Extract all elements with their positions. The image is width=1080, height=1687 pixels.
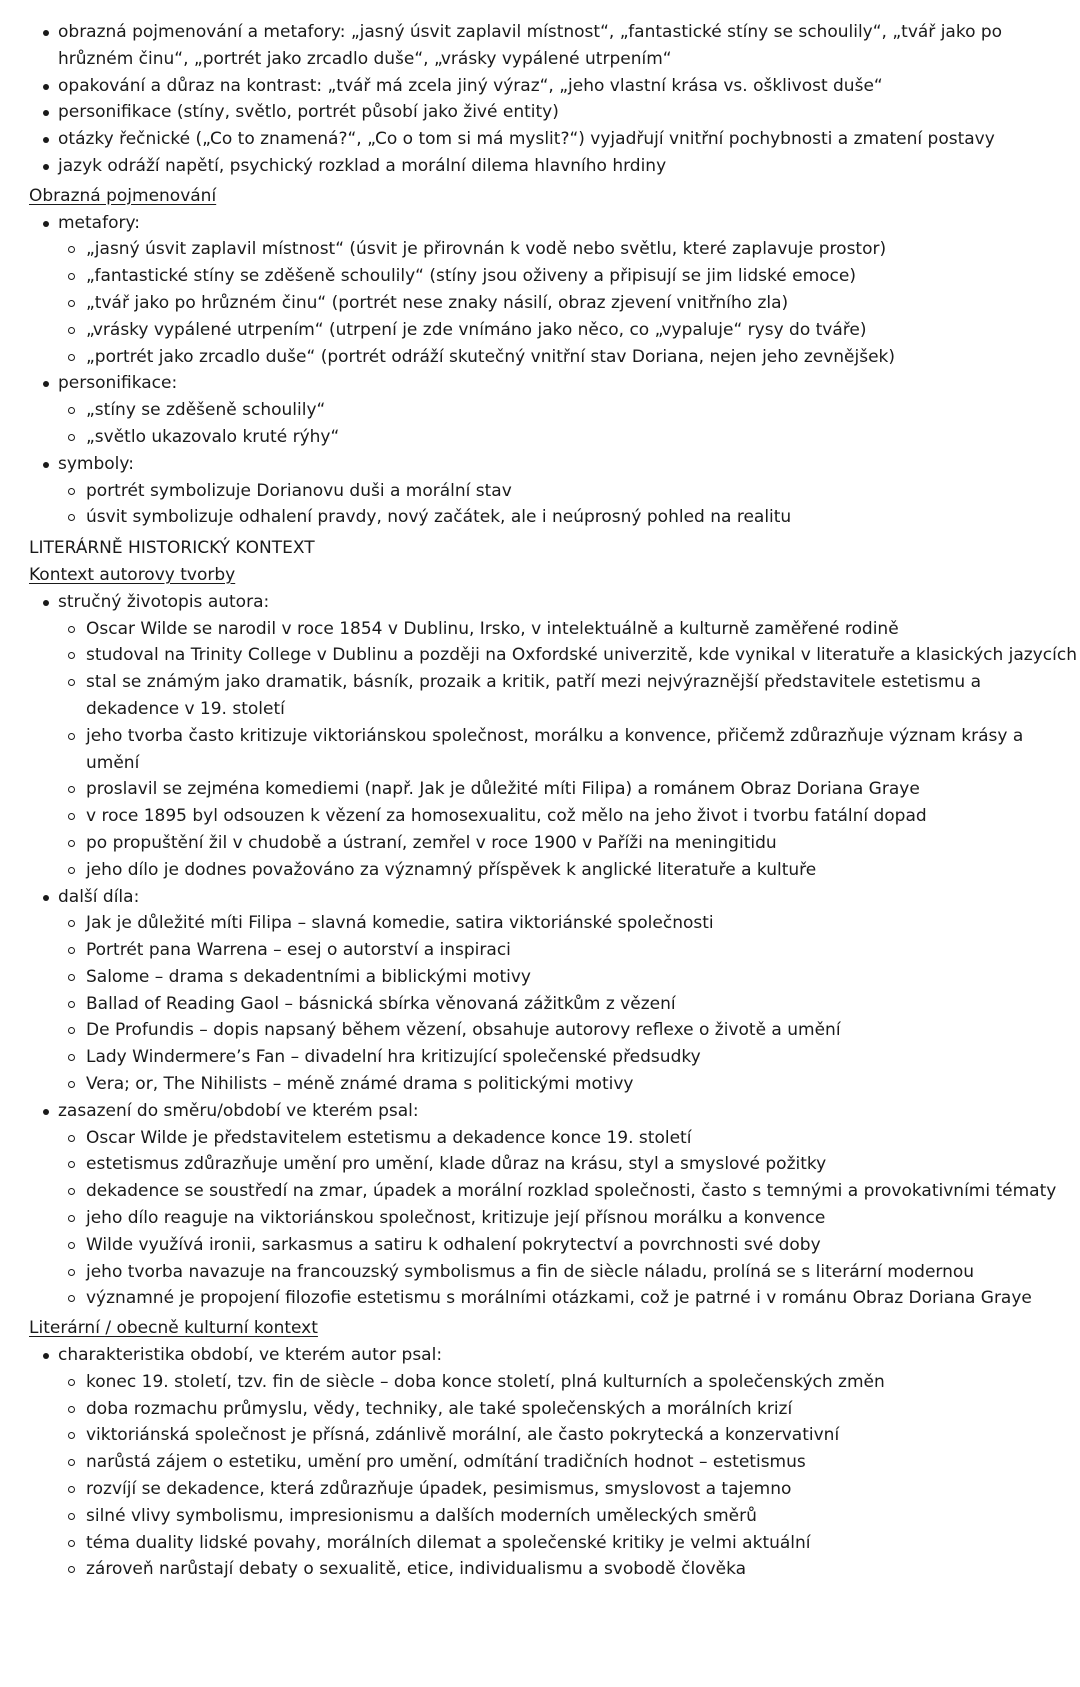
list-subitem: stal se známým jako dramatik, básník, prozaik a kritik, patří mezi nejvýraznější představitele estetismu a	[29, 669, 1064, 696]
list-subitem: silné vlivy symbolismu, impresionismu a dalších moderních uměleckých směrů	[29, 1503, 1064, 1530]
list-subitem: „vrásky vypálené utrpením“ (utrpení je zde vnímáno jako něco, co „vypaluje“ rysy do tváře)	[29, 317, 1064, 344]
list-subitem: jeho dílo je dodnes považováno za významný příspěvek k anglické literatuře a kultuře	[29, 857, 1064, 884]
list-item-personifikace: personifikace:	[29, 370, 1064, 397]
list-subitem: proslavil se zejména komediemi (např. Jak je důležité míti Filipa) a románem Obraz Doriana Graye	[29, 776, 1064, 803]
list-item: opakování a důraz na kontrast: „tvář má zcela jiný výraz“, „jeho vlastní krása vs. ošklivost duše“	[29, 73, 1064, 100]
list-subitem: jeho dílo reaguje na viktoriánskou společnost, kritizuje její přísnou morálku a konvence	[29, 1205, 1064, 1232]
section-heading-autor: Kontext autorovy tvorby	[29, 564, 236, 585]
list-subitem: Ballad of Reading Gaol – básnická sbírka věnovaná zážitkům z vězení	[29, 991, 1064, 1018]
list-item-smer: zasazení do směru/období ve kterém psal:	[29, 1098, 1064, 1125]
list-item: personifikace (stíny, světlo, portrét působí jako živé entity)	[29, 99, 1064, 126]
list-subitem: konec 19. století, tzv. fin de siècle – doba konce století, plná kulturních a společenských změn	[29, 1369, 1064, 1396]
list-subitem: jeho tvorba navazuje na francouzský symbolismus a fin de siècle náladu, prolíná se s literární modernou	[29, 1259, 1064, 1286]
list-subitem: De Profundis – dopis napsaný během vězení, obsahuje autorovy reflexe o životě a umění	[29, 1017, 1064, 1044]
section-title-lhk: LITERÁRNĚ HISTORICKÝ KONTEXT	[29, 538, 315, 559]
list-subitem: Oscar Wilde je představitelem estetismu a dekadence konce 19. století	[29, 1125, 1064, 1152]
list-item-metafory: metafory:	[29, 210, 1064, 237]
list-subitem: Lady Windermere’s Fan – divadelní hra kritizující společenské předsudky	[29, 1044, 1064, 1071]
list-subitem: významné je propojení filozofie estetismu s morálními otázkami, což je patrné i v románu Obraz Doriana Graye	[29, 1285, 1064, 1312]
list-subitem-continuation: umění	[86, 752, 140, 773]
list-subitem: Portrét pana Warrena – esej o autorství a inspiraci	[29, 937, 1064, 964]
list-subitem: studoval na Trinity College v Dublinu a později na Oxfordské univerzitě, kde vynikal v literatuře a klasických jazycích	[29, 642, 1064, 669]
list-subitem: „jasný úsvit zaplavil místnost“ (úsvit je přirovnán k vodě nebo světlu, které zaplavuje prostor)	[29, 236, 1064, 263]
list-item-dila: další díla:	[29, 884, 1064, 911]
list-subitem: v roce 1895 byl odsouzen k vězení za homosexualitu, což mělo na jeho život i tvorbu fatální dopad	[29, 803, 1064, 830]
list-subitem: portrét symbolizuje Dorianovu duši a morální stav	[29, 478, 1064, 505]
list-subitem: Jak je důležité míti Filipa – slavná komedie, satira viktoriánské společnosti	[29, 910, 1064, 937]
list-subitem: viktoriánská společnost je přísná, zdánlivě morální, ale často pokrytecká a konzervativní	[29, 1422, 1064, 1449]
list-subitem: po propuštění žil v chudobě a ústraní, zemřel v roce 1900 v Paříži na meningitidu	[29, 830, 1064, 857]
list-item: otázky řečnické („Co to znamená?“, „Co o tom si má myslit?“) vyjadřují vnitřní pochybnosti a zmatení postavy	[29, 126, 1064, 153]
list-subitem: Vera; or, The Nihilists – méně známé drama s politickými motivy	[29, 1071, 1064, 1098]
list-item-symboly: symboly:	[29, 451, 1064, 478]
list-subitem: narůstá zájem o estetiku, umění pro umění, odmítání tradičních hodnot – estetismus	[29, 1449, 1064, 1476]
section-heading-kultura: Literární / obecně kulturní kontext	[29, 1318, 318, 1339]
list-subitem: doba rozmachu průmyslu, vědy, techniky, ale také společenských a morálních krizí	[29, 1396, 1064, 1423]
list-subitem: Oscar Wilde se narodil v roce 1854 v Dublinu, Irsko, v intelektuálně a kulturně zaměřené rodině	[29, 616, 1064, 643]
list-item-obdobi: charakteristika období, ve kterém autor psal:	[29, 1342, 1064, 1369]
list-item: jazyk odráží napětí, psychický rozklad a morální dilema hlavního hrdiny	[29, 153, 1064, 180]
list-item	[29, 19, 1064, 73]
list-subitem: „tvář jako po hrůzném činu“ (portrét nese znaky násilí, obraz zjevení vnitřního zla)	[29, 290, 1064, 317]
section-heading-obrazna: Obrazná pojmenování	[29, 185, 217, 206]
list-item-text: obrazná pojmenování a metafory: „jasný úsvit zaplavil místnost“, „fantastické stíny se schoulily“, „tvář jako po hrůzném činu“, „portrét jako zrcadlo duše“, „vrásky vypálené utrpením“	[58, 22, 1003, 69]
list-subitem: estetismus zdůrazňuje umění pro umění, klade důraz na krásu, styl a smyslové požitky	[29, 1151, 1064, 1178]
list-subitem: „portrét jako zrcadlo duše“ (portrét odráží skutečný vnitřní stav Doriana, nejen jeho zevnějšek)	[29, 344, 1064, 371]
list-subitem: téma duality lidské povahy, morálních dilemat a společenské kritiky je velmi aktuální	[29, 1530, 1064, 1557]
list-subitem: Salome – drama s dekadentními a biblickými motivy	[29, 964, 1064, 991]
list-subitem: „stíny se zděšeně schoulily“	[29, 397, 1064, 424]
list-subitem: rozvíjí se dekadence, která zdůrazňuje úpadek, pesimismus, smyslovost a tajemno	[29, 1476, 1064, 1503]
list-subitem: zároveň narůstají debaty o sexualitě, etice, individualismu a svobodě člověka	[29, 1556, 1064, 1583]
list-subitem: „fantastické stíny se zděšeně schoulily“ (stíny jsou oživeny a připisují se jim lidské emoce)	[29, 263, 1064, 290]
list-subitem: jeho tvorba často kritizuje viktoriánskou společnost, morálku a konvence, přičemž zdůrazňuje význam krásy a	[29, 723, 1064, 750]
list-subitem: dekadence se soustředí na zmar, úpadek a morální rozklad společnosti, často s temnými a provokativními tématy	[29, 1178, 1064, 1205]
list-subitem: úsvit symbolizuje odhalení pravdy, nový začátek, ale i neúprosný pohled na realitu	[29, 504, 1064, 531]
list-item-zivotopis: stručný životopis autora:	[29, 589, 1064, 616]
list-subitem: „světlo ukazovalo kruté rýhy“	[29, 424, 1064, 451]
list-subitem: Wilde využívá ironii, sarkasmus a satiru k odhalení pokrytectví a povrchnosti své doby	[29, 1232, 1064, 1259]
list-subitem-continuation: dekadence v 19. století	[86, 698, 285, 719]
